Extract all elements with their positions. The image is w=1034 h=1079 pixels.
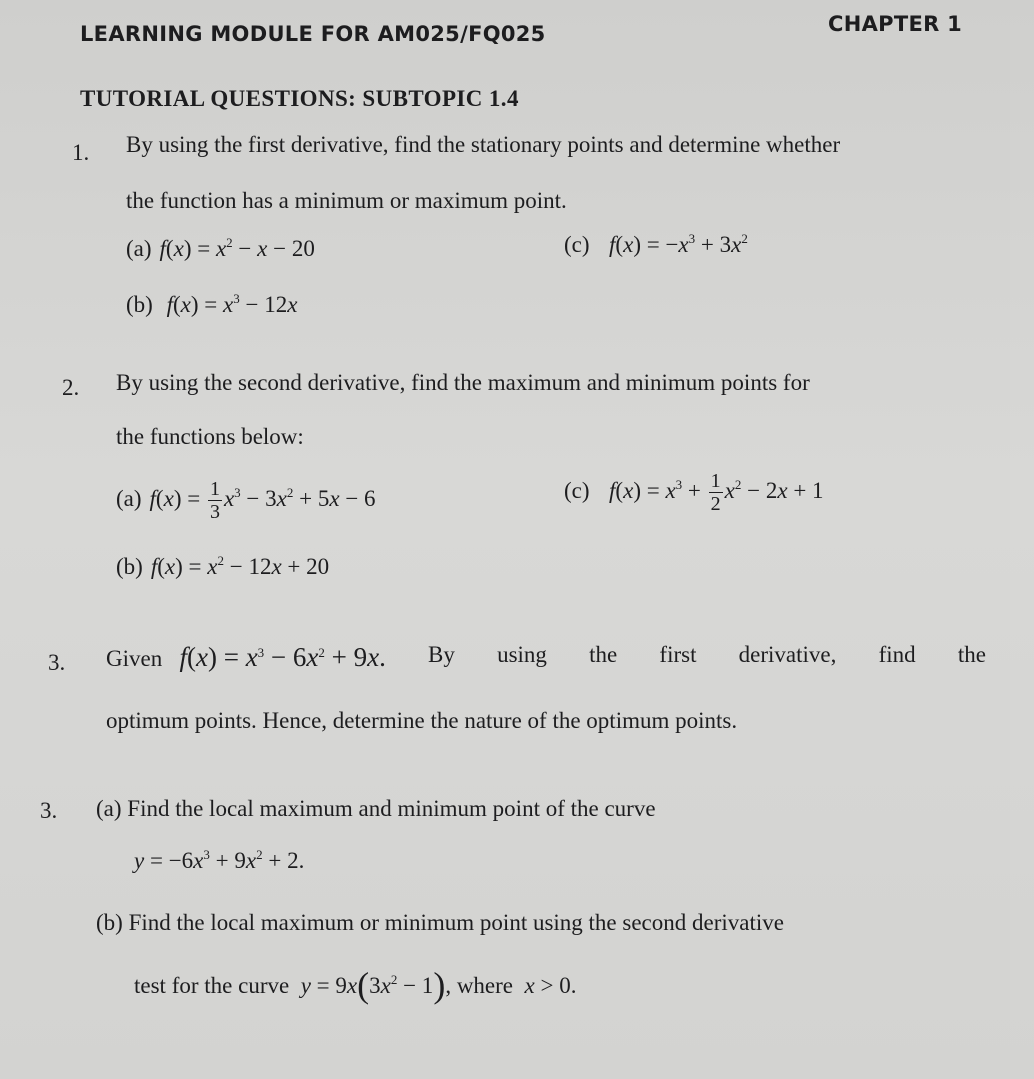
fraction-one-third: $\frac{1}{3}$ <box>209 478 220 523</box>
question-2-part-a: (a) f(x) = $\frac{1}{3}$ $x^3 - 3x^2 + 5x - 6$ <box>116 478 376 523</box>
question-3b-part-b-line2: test for the curve $y = 9x(3x^2 - 1)$, where x > 0. <box>134 965 577 1005</box>
question-1-text-line2: the function has a minimum or maximum point. <box>126 188 567 213</box>
question-3-given: Given $f(x) = x^3 - 6x^2 + 9x$. <box>106 642 386 672</box>
fraction-one-half: $\frac{1}{2}$ <box>710 470 721 515</box>
question-3b-part-a: (a) Find the local maximum and minimum point of the curve <box>96 796 656 821</box>
question-3-text-line2: optimum points. Hence, determine the nature of the optimum points. <box>106 708 738 733</box>
module-title: LEARNING MODULE FOR AM025/FQ025 <box>80 22 546 46</box>
question-1-part-a: (a) $f(x) = x^2 - x - 20$ <box>126 235 315 261</box>
chapter-label: CHAPTER 1 <box>828 12 963 36</box>
question-1-part-c: (c) $f(x) = -x^3 + 3x^2$ <box>564 231 748 257</box>
question-3b-part-b: (b) Find the local maximum or minimum point using the second derivative <box>96 910 784 935</box>
question-3-number: 3. <box>48 650 66 675</box>
question-3b-number: 3. <box>40 798 58 823</box>
question-1-number: 1. <box>72 140 90 165</box>
question-1-part-b: (b) $f(x) = x^3 - 12x$ <box>126 291 298 317</box>
question-2-number: 2. <box>62 375 80 400</box>
question-2-part-b: (b) $f(x) = x^2 - 12x + 20$ <box>116 553 330 579</box>
subtopic-heading: TUTORIAL QUESTIONS: SUBTOPIC 1.4 <box>80 86 519 111</box>
question-2-text-line1: By using the second derivative, find the maximum and minimum points for <box>116 370 810 395</box>
question-3-line1: Given $f(x) = x^3 - 6x^2 + 9x$. By using the first derivative, find the <box>106 642 986 672</box>
question-2-part-c: (c) $f(x) = x^3$ + $\frac{1}{2}$ $x^2 - 2x + 1$ <box>564 470 824 515</box>
question-1-text-line1: By using the first derivative, find the stationary points and determine whether <box>126 132 841 157</box>
question-2-text-line2: the functions below: <box>116 424 304 449</box>
question-3b-part-a-equation: $y = -6x^3 + 9x^2 + 2$. <box>134 847 305 873</box>
